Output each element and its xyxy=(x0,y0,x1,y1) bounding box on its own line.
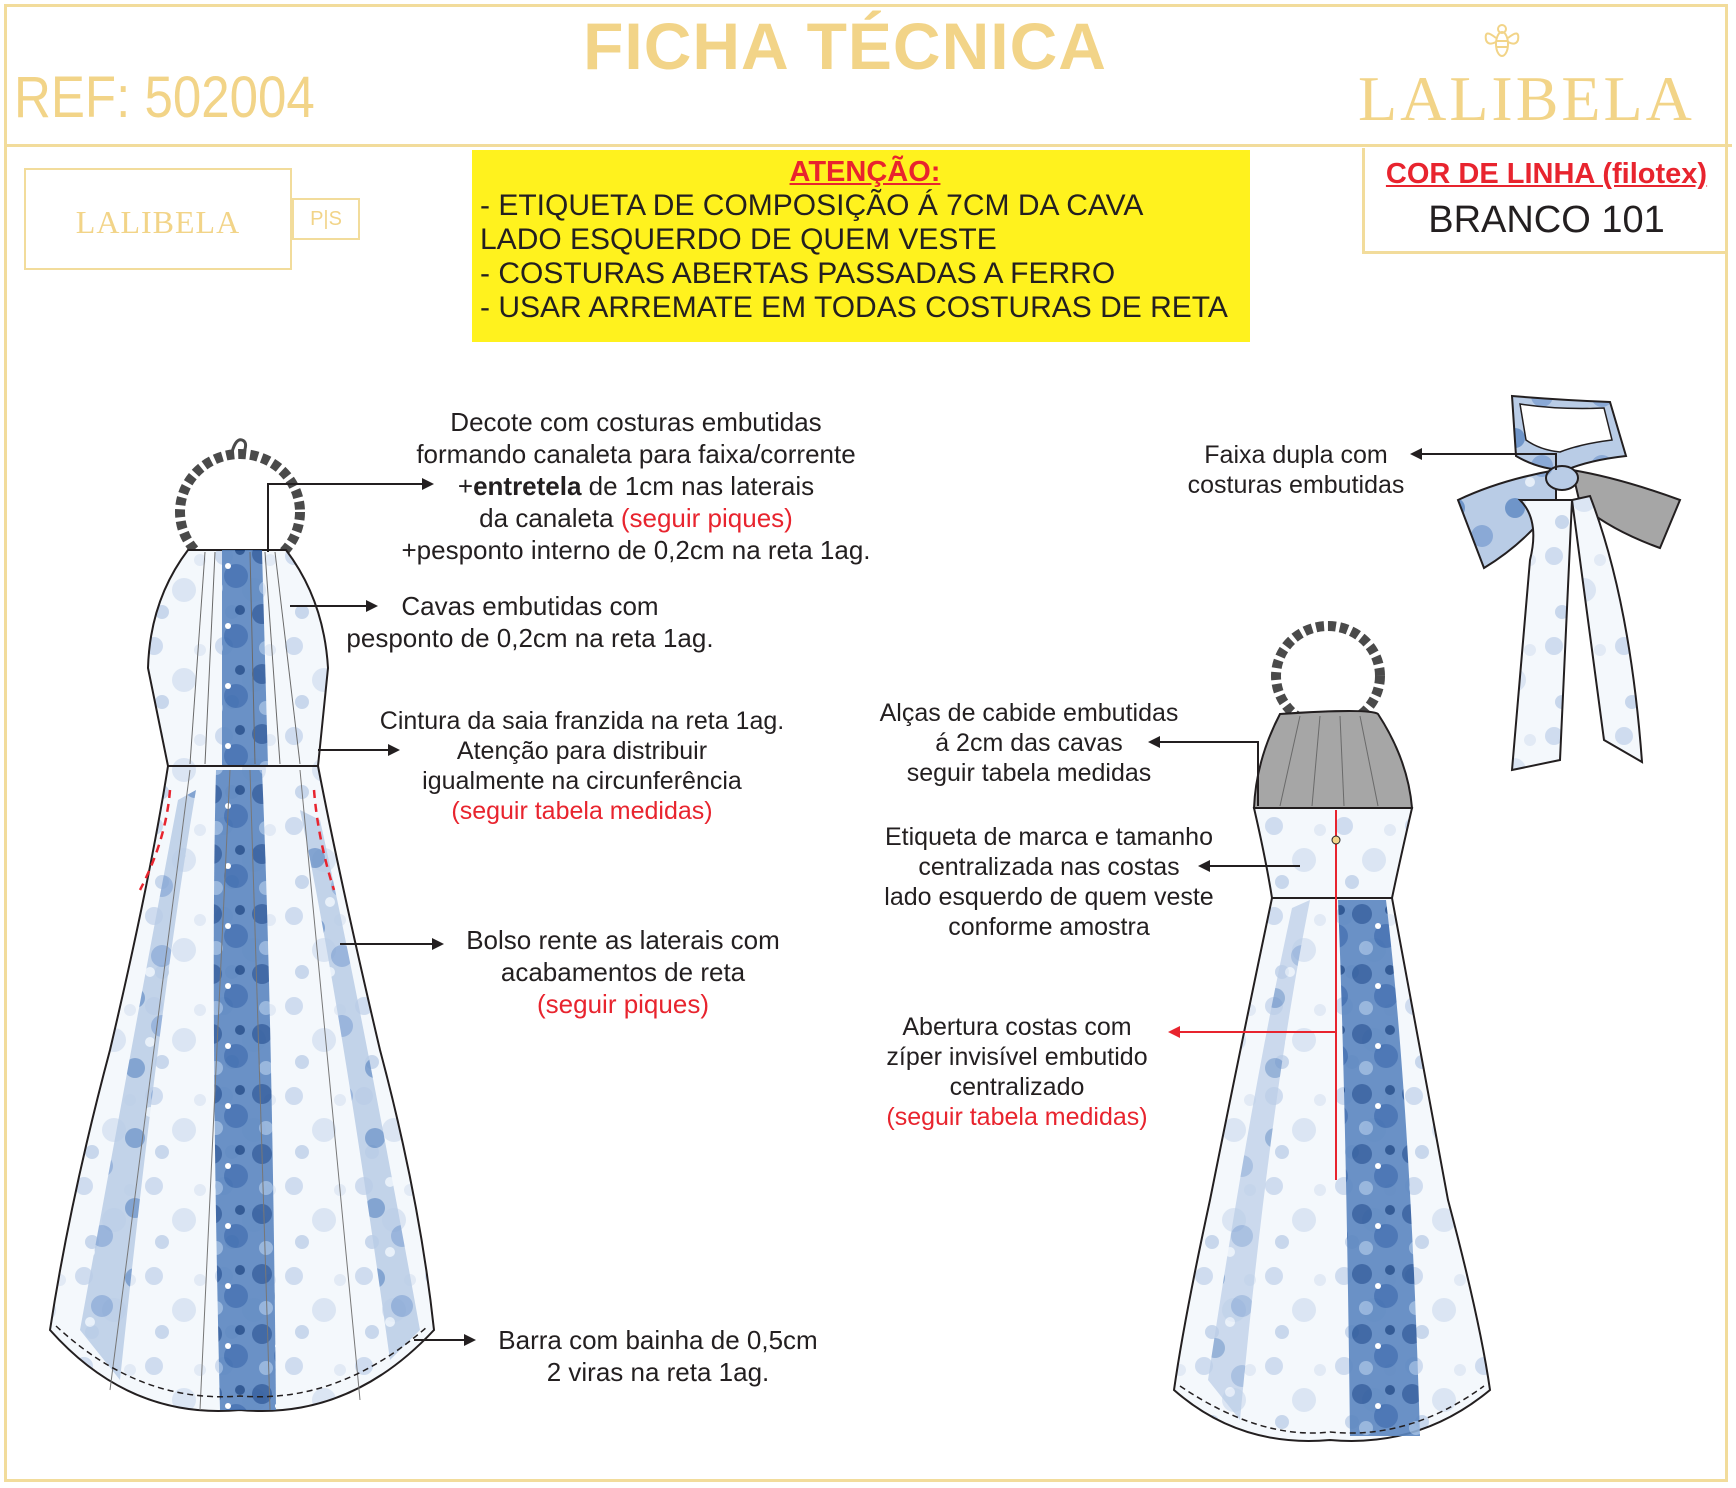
thread-color-title: COR DE LINHA (filotex) xyxy=(1385,158,1708,190)
note-line: Etiqueta de marca e tamanho xyxy=(885,823,1213,851)
front-dress-illustration xyxy=(50,440,434,1411)
thread-color-value: BRANCO 101 xyxy=(1428,199,1665,241)
size-label-sample: P|S xyxy=(292,198,360,240)
note-line: Bolso rente as laterais com xyxy=(466,925,780,955)
note-line: +pesponto interno de 0,2cm na reta 1ag. xyxy=(401,535,871,565)
hanger-loops-note xyxy=(868,698,1190,788)
note-line: á 2cm das cavas xyxy=(935,729,1123,757)
attention-line: - ETIQUETA DE COMPOSIÇÃO Á 7CM DA CAVA xyxy=(480,189,1144,222)
note-bold-text: entretela xyxy=(473,471,582,501)
attention-title: ATENÇÃO: xyxy=(789,156,941,188)
note-line xyxy=(388,470,884,502)
note-line: lado esquerdo de quem veste xyxy=(884,883,1214,911)
note-line xyxy=(388,502,884,534)
waist-note xyxy=(362,706,802,826)
note-red-line: (seguir tabela medidas) xyxy=(451,797,713,825)
note-line: Barra com bainha de 0,5cm xyxy=(498,1325,818,1355)
note-line: Atenção para distribuir xyxy=(456,737,708,765)
note-line: igualmente na circunferência xyxy=(422,767,742,795)
pocket-note xyxy=(448,924,798,1020)
note-line: Faixa dupla com xyxy=(1204,441,1388,469)
reference-code: REF: 502004 xyxy=(14,65,315,130)
note-text: de 1cm nas laterais xyxy=(581,471,815,501)
neckline-note xyxy=(388,406,884,566)
brand-label-note xyxy=(872,822,1226,942)
note-line: conforme amostra xyxy=(948,913,1150,941)
note-red-line: (seguir piques) xyxy=(537,989,709,1019)
note-line: acabamentos de reta xyxy=(500,957,746,987)
hem-note xyxy=(480,1324,836,1388)
attention-line: LADO ESQUERDO DE QUEM VESTE xyxy=(480,223,997,256)
note-red-text: (seguir piques) xyxy=(620,503,793,533)
note-line: centralizado xyxy=(949,1073,1085,1101)
note-text: da canaleta xyxy=(479,503,621,533)
attention-line: - USAR ARREMATE EM TODAS COSTURAS DE RETA xyxy=(480,291,1228,324)
label-brand-text: LALIBELA xyxy=(75,204,241,240)
note-line: Cavas embutidas com xyxy=(401,591,659,621)
attention-line: - COSTURAS ABERTAS PASSADAS A FERRO xyxy=(480,257,1116,290)
note-red-line: (seguir tabela medidas) xyxy=(886,1103,1148,1131)
note-line: costuras embutidas xyxy=(1187,471,1405,499)
note-text: + xyxy=(457,471,474,501)
back-dress-illustration xyxy=(1174,626,1490,1441)
note-line: seguir tabela medidas xyxy=(906,759,1152,787)
sash-note xyxy=(1176,440,1416,500)
note-line: 2 viras na reta 1ag. xyxy=(546,1357,770,1387)
note-line: formando canaleta para faixa/corrente xyxy=(416,439,856,469)
note-line: Decote com costuras embutidas xyxy=(450,407,822,437)
note-line: pesponto de 0,2cm na reta 1ag. xyxy=(346,623,714,653)
note-line: Alças de cabide embutidas xyxy=(879,699,1179,727)
note-line: centralizada nas costas xyxy=(918,853,1180,881)
note-line: Abertura costas com xyxy=(902,1013,1132,1041)
note-line: zíper invisível embutido xyxy=(886,1043,1148,1071)
page-title: FICHA TÉCNICA xyxy=(583,9,1107,83)
armhole-note xyxy=(330,590,730,654)
zipper-note xyxy=(872,1012,1162,1132)
sash-illustration xyxy=(1458,396,1680,770)
brand-logo: LALIBELA xyxy=(1358,63,1695,134)
note-line: Cintura da saia franzida na reta 1ag. xyxy=(379,707,785,735)
